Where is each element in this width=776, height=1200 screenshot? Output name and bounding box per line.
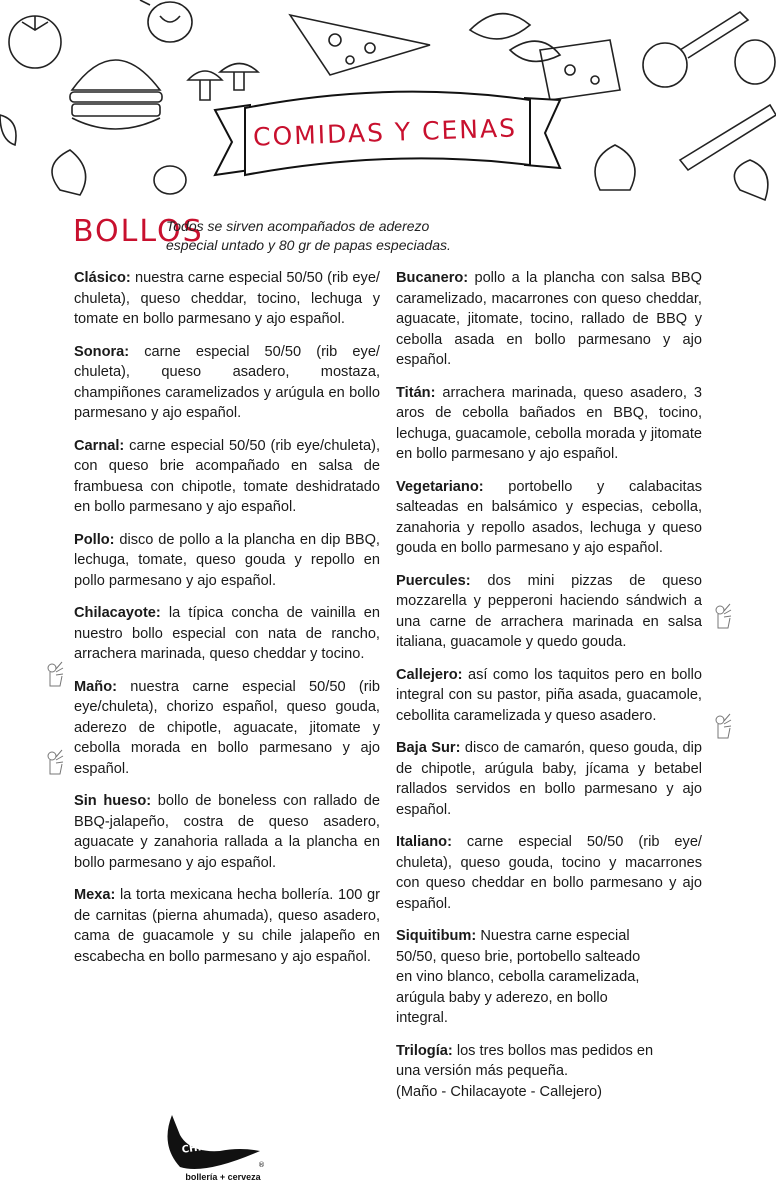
rolling-pin-icon bbox=[680, 105, 776, 170]
menu-item-description: arrachera marinada, queso asadero, 3 aros de cebolla bañados en BBQ, tocino, lechuga, guacamole, cebolla morada y jitomate en bollo parmesano y ajo español. bbox=[396, 384, 702, 462]
menu-item-description: disco de camarón, queso gouda, dip de chipotle, arúgula baby, jícama y betabel rallados servidos en bollo parmesano y ajo español. bbox=[396, 740, 702, 818]
ok-hand-icon bbox=[44, 748, 66, 778]
onion-icon bbox=[140, 0, 192, 42]
menu-item-description: carne especial 50/50 (rib eye/ chuleta), queso gouda, tocino y macarrones con queso cheddar en bollo parmesano y ajo español. bbox=[396, 834, 702, 912]
header-illustrations bbox=[0, 0, 776, 210]
menu-item-name: Sonora: bbox=[74, 343, 130, 360]
menu-item-description: (Maño - Chilacayote - Callejero) bbox=[396, 1083, 603, 1100]
logo-registered: ® bbox=[258, 1161, 265, 1169]
logo-tagline: bollería + cerveza bbox=[185, 1172, 261, 1182]
menu-item bbox=[74, 885, 380, 967]
menu-item bbox=[74, 603, 380, 665]
menu-item-name: Trilogía: bbox=[396, 1042, 453, 1059]
menu-item-description: Nuestra carne especial bbox=[476, 928, 630, 944]
logo-brand: CHILACAYOTE bbox=[181, 1134, 259, 1156]
menu-item-name: Vegetariano: bbox=[396, 478, 484, 495]
menu-item bbox=[74, 268, 380, 330]
menu-item bbox=[74, 677, 380, 780]
menu-column-right bbox=[396, 268, 702, 1114]
menu-item-description: pollo a la plancha con salsa BBQ caramelizado, macarrones con queso cheddar, aguacate, jitomate, tocino, rallado de BBQ y cebolla asada en bollo parmesano y ajo español. bbox=[396, 270, 702, 368]
menu-item-name: Maño: bbox=[74, 678, 117, 695]
menu-item-description: 50/50, queso brie, portobello salteado bbox=[396, 948, 641, 965]
tomato-icon bbox=[9, 16, 61, 68]
banner-title: COMIDAS Y CENAS bbox=[252, 113, 518, 152]
menu-item-description: dos mini pizzas de queso mozzarella y pepperoni haciendo sándwich a una carne de arrachera marinada en salsa italiana, guacamole y quedo gouda. bbox=[396, 572, 702, 650]
section-note bbox=[166, 217, 546, 255]
menu-item-description: nuestra carne especial 50/50 (rib eye/ chuleta), queso cheddar, tocino, lechuga y tomate en bollo parmesano y ajo español. bbox=[74, 270, 380, 327]
menu-item-description: portobello y calabacitas salteadas en balsámico y especias, cebolla, zanahoria y repollo asados, lechuga y queso gouda en bollo parmesano y ajo español. bbox=[396, 478, 702, 556]
menu-item-description: disco de pollo a la plancha en dip BBQ, lechuga, tomate, queso gouda y repollo en pollo parmesano y ajo español. bbox=[74, 531, 380, 589]
menu-item-trilogia bbox=[396, 1041, 702, 1103]
onion-icon bbox=[735, 40, 775, 84]
menu-item-name: Carnal: bbox=[74, 437, 125, 454]
menu-item-name: Titán: bbox=[396, 384, 436, 401]
section-note-line-1: Todos se sirven acompañados de aderezo bbox=[166, 218, 430, 234]
menu-item bbox=[74, 530, 380, 592]
menu-item-description: integral. bbox=[396, 1010, 448, 1026]
ok-hand-icon bbox=[44, 660, 66, 690]
menu-item-name: Siquitibum: bbox=[396, 928, 477, 944]
leaf-icon bbox=[0, 115, 16, 145]
cheese-icon bbox=[540, 40, 620, 100]
menu-item-name: Clásico: bbox=[74, 270, 131, 286]
menu-item bbox=[396, 738, 702, 820]
menu-item-description: la torta mexicana hecha bollería. 100 gr de carnitas (pierna ahumada), queso asadero, cama de guacamole y su chile jalapeño en escabecha en bollo parmesano y ajo español. bbox=[74, 887, 380, 965]
menu-item-description: una versión más pequeña. bbox=[396, 1063, 568, 1079]
menu-item-name: Italiano: bbox=[396, 834, 452, 850]
menu-item bbox=[396, 571, 702, 653]
menu-item bbox=[396, 477, 702, 559]
basil-icon bbox=[470, 14, 560, 62]
menu-item-description: así como los taquitos pero en bollo integral con su pastor, piña asada, guacamole, cebollita caramelizada y queso asadero. bbox=[396, 666, 702, 724]
menu-item-siquitibum bbox=[396, 926, 702, 1029]
menu-item-name: Pollo: bbox=[74, 531, 115, 548]
pizza-cutter-icon bbox=[643, 12, 748, 87]
menu-item bbox=[396, 665, 702, 727]
menu-item-description: bollo de boneless con rallado de BBQ-jalapeño, costra de queso asadero, aguacate y zanahoria rallada a la plancha en bollo parmesano y ajo español. bbox=[74, 793, 380, 871]
menu-item-description: arúgula baby y aderezo, en bollo bbox=[396, 989, 608, 1006]
food-sketches bbox=[0, 0, 776, 210]
menu-column-left bbox=[74, 268, 380, 979]
menu-item-name: Callejero: bbox=[396, 666, 463, 683]
menu-item-name: Chilacayote: bbox=[74, 605, 161, 621]
menu-item-description: la típica concha de vainilla en nuestro bollo especial con nata de rancho, arrachera marinada, queso cheddar y tocino. bbox=[74, 605, 380, 662]
menu-item-description: carne especial 50/50 (rib eye/chuleta), con queso brie acompañado en salsa de frambuesa con chipotle, tomate deshidratado en bollo parmesano y ajo español. bbox=[74, 437, 380, 515]
menu-item-description: nuestra carne especial 50/50 (rib eye/chuleta), chorizo español, queso gouda, aderezo de chipotle, aguacate, jitomate y cebolla morada en bollo parmesano y ajo español. bbox=[74, 678, 380, 777]
ok-hand-icon bbox=[712, 602, 734, 632]
menu-item-name: Puercules: bbox=[396, 572, 471, 589]
menu-item bbox=[74, 342, 380, 424]
menu-item-description: carne especial 50/50 (rib eye/ chuleta), queso asadero, mostaza, champiñones caramelizados y arúgula en bollo parmesano y ajo español. bbox=[74, 343, 380, 421]
burger-icon bbox=[70, 60, 162, 129]
menu-item bbox=[396, 832, 702, 914]
ok-hand-icon bbox=[712, 712, 734, 742]
mushroom-icon bbox=[188, 64, 258, 101]
section-note-line-2: especial untado y 80 gr de papas especiadas. bbox=[166, 237, 451, 253]
menu-item-description: los tres bollos mas pedidos en bbox=[452, 1042, 654, 1059]
section-title: BOLLOS bbox=[73, 214, 204, 249]
lemon-icon bbox=[154, 166, 186, 194]
menu-item-description: en vino blanco, cebolla caramelizada, bbox=[396, 969, 640, 985]
menu-item-name: Sin hueso: bbox=[74, 793, 152, 809]
menu-item bbox=[74, 436, 380, 518]
menu-item bbox=[74, 791, 380, 873]
pizza-icon bbox=[290, 15, 430, 75]
menu-item-name: Mexa: bbox=[74, 887, 116, 903]
menu-item bbox=[396, 383, 702, 465]
menu-item-name: Baja Sur: bbox=[396, 740, 461, 756]
menu-item bbox=[396, 268, 702, 371]
menu-item-name: Bucanero: bbox=[396, 270, 469, 286]
